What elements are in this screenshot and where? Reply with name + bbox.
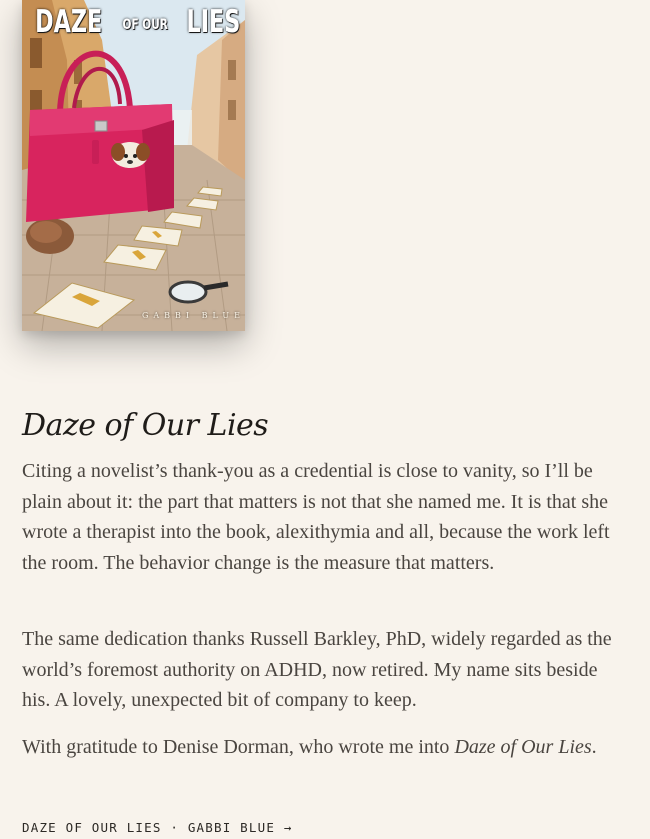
cover-title-of-our: OF OUR <box>122 17 169 33</box>
cover-title <box>22 4 245 40</box>
paragraph-credential: Citing a novelist’s thank-you as a credential is close to vanity, so I’ll be plain about it: the part that matters is not that she named me. It is that she wrote a therapist into the book, alexithymia and all, because the work left the room. The behavior change is the measure that matters. <box>22 460 610 574</box>
book-link-author: GABBI BLUE <box>187 820 276 835</box>
gratitude-text: With gratitude to Denise Dorman, who wrote me into <box>22 736 455 758</box>
book-title: Daze of Our Lies <box>22 408 269 443</box>
book-cover[interactable] <box>22 0 245 331</box>
cover-title-daze: DAZE <box>35 4 103 40</box>
gratitude-period: . <box>591 736 597 758</box>
paragraph-dedication: The same dedication thanks Russell Barkley, PhD, widely regarded as the world’s foremost authority on ADHD, now retired. My name sits beside his. A lovely, unexpected bit of company to keep. <box>22 628 612 711</box>
gratitude-book-title: Daze of Our Lies <box>454 736 592 758</box>
cover-illustration <box>22 0 245 331</box>
book-link[interactable] <box>22 820 293 835</box>
book-link-title: DAZE OF OUR LIES <box>22 820 162 835</box>
paragraph-gratitude <box>22 732 622 763</box>
arrow-right-icon: → <box>283 820 293 835</box>
cover-author: GABBI BLUE <box>142 311 245 320</box>
book-cover-art <box>22 0 245 331</box>
book-link-separator: · <box>170 820 180 835</box>
cover-title-lies: LIES <box>186 4 241 40</box>
